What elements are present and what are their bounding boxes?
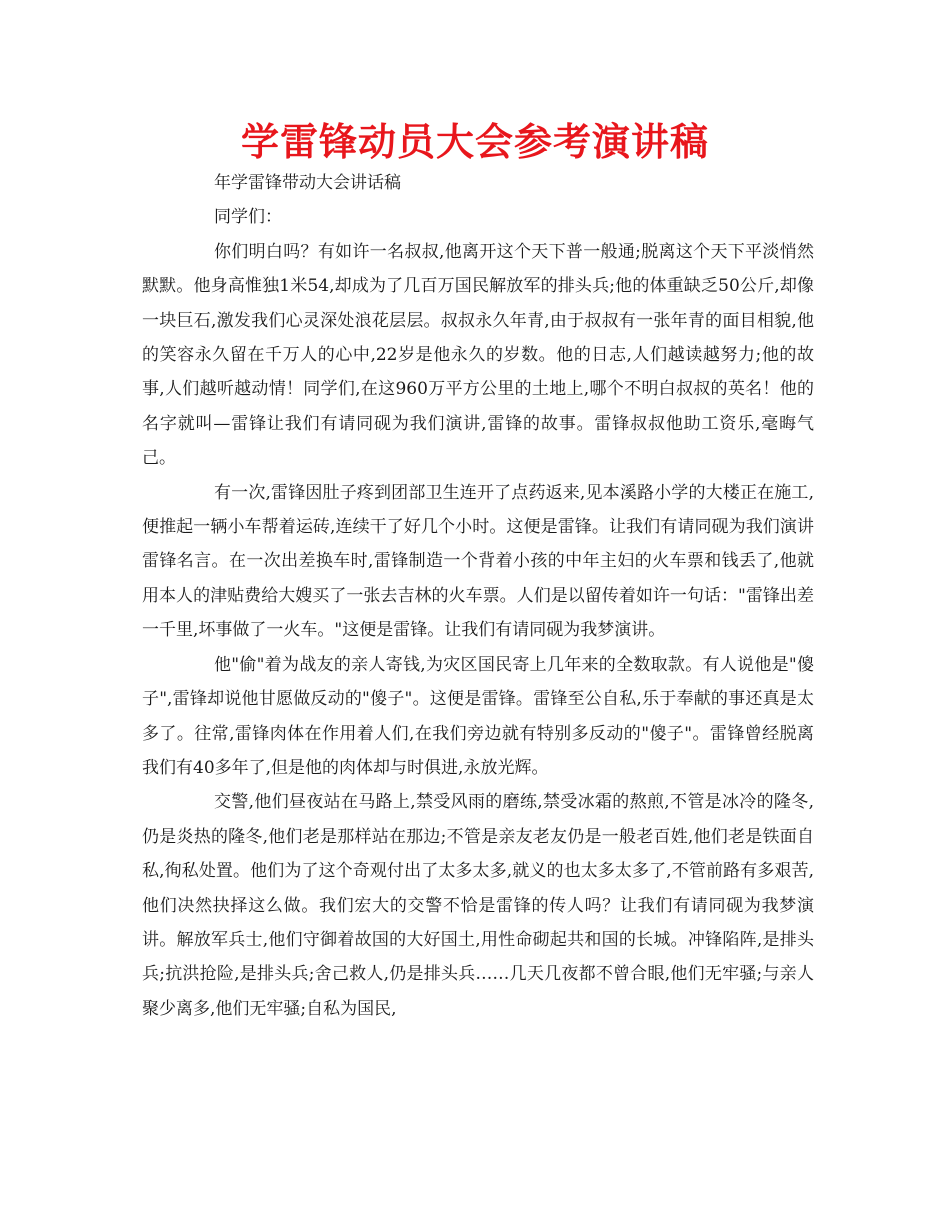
paragraph-1: 你们明白吗？有如许一名叔叔,他离开这个天下普一般通;脱离这个天下平淡悄然默默。他身高惟独1米54,却成为了几百万国民解放军的排头兵;他的体重缺乏50公斤,却像一块巨石,激发我们心灵深处浪花层层。叔叔永久年青,由于叔叔有一张年青的面目相貌,他的笑容永久留在千万人的心中,22岁是他永久的岁数。他的日志,人们越读越努力;他的故事,人们越听越动情！同学们,在这960万平方公里的土地上,哪个不明白叔叔的英名！他的名字就叫—雷锋让我们有请同砚为我们演讲,雷锋的故事。雷锋叔叔他助工资乐,毫晦气己。	[142, 241, 814, 469]
paragraph-4: 交警,他们昼夜站在马路上,禁受风雨的磨练,禁受冰霜的熬煎,不管是冰冷的隆冬,仍是炎热的隆冬,他们老是那样站在那边;不管是亲友老友仍是一般老百姓,他们老是铁面自私,徇私处置。他们为了这个奇观付出了太多太多,就义的也太多太多了,不管前路有多艰苦,他们决然抉择这么做。我们宏大的交警不恰是雷锋的传人吗？让我们有请同砚为我梦演讲。解放军兵士,他们守御着故国的大好国土,用性命砌起共和国的长城。冲锋陷阵,是排头兵;抗洪抢险,是排头兵;舍己救人,仍是排头兵……几天几夜都不曾合眼,他们无牢骚;与亲人聚少离多,他们无牢骚;自私为国民,	[142, 792, 814, 1019]
greeting: 同学们：	[214, 207, 282, 228]
document-body	[142, 166, 814, 1026]
document-title: 学雷锋动员大会参考演讲稿	[240, 120, 709, 164]
paragraph-2: 有一次,雷锋因肚子疼到团部卫生连开了点药返来,见本溪路小学的大楼正在施工,便推起一辆小车帮着运砖,连续干了好几个小时。这便是雷锋。让我们有请同砚为我们演讲雷锋名言。在一次出差换车时,雷锋制造一个背着小孩的中年主妇的火车票和钱丢了,他就用本人的津贴费给大嫂买了一张去吉林的火车票。人们是以留传着如许一句话："雷锋出差一千里,坏事做了一火车。"这便是雷锋。让我们有请同砚为我梦演讲。	[142, 482, 814, 641]
document-subtitle: 年学雷锋带动大会讲话稿	[214, 173, 401, 193]
paragraph-3: 他"偷"着为战友的亲人寄钱,为灾区国民寄上几年来的全数取款。有人说他是"傻子",雷锋却说他甘愿做反动的"傻子"。这便是雷锋。雷锋至公自私,乐于奉献的事还真是太多了。往常,雷锋肉体在作用着人们,在我们旁边就有特别多反动的"傻子"。雷锋曾经脱离我们有40多年了,但是他的肉体却与时俱进,永放光辉。	[142, 654, 814, 778]
